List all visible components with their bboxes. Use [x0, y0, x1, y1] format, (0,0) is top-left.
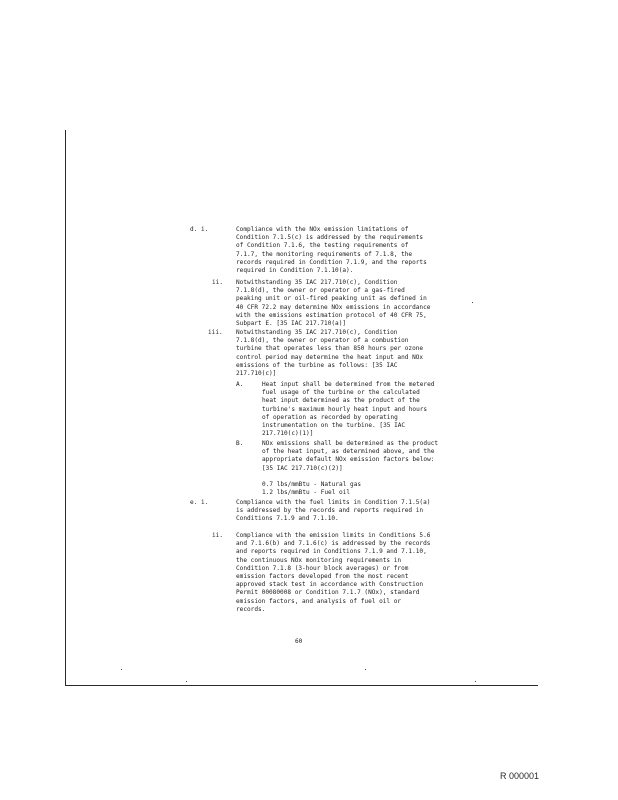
condition-d-ii-text: Notwithstanding 35 IAC 217.710(c), Condition 7.1.8(d), the owner or operator of a gas-fired peaking unit or oil-fired peaking unit as defined in 40 CFR 72.2 may determine NOx emissions in accordance with the emissions estimation protocol of 40 CFR 75, Subpart E. [35 IAC 217.710(a)]: [236, 279, 431, 328]
page-number: 60: [295, 638, 303, 645]
condition-e-ii-text: Compliance with the emission limits in Conditions 5.6 and 7.1.6(b) and 7.1.6(c) is addressed by the records and reports required in Conditions 7.1.9 and 7.1.10, the continuous NOx monitoring requirements in Condition 7.1.8 (3-hour block averages) or from emission factors developed from the most recent approved stack test in accordance with Construction Permit 00080008 or Condition 7.1.7 (NOx), standard emission factors, and analysis of fuel oil or records.: [236, 532, 431, 613]
scan-speck: [121, 669, 122, 670]
scan-speck: [186, 681, 187, 682]
bates-number: R 000001: [500, 771, 540, 781]
item-label-d-iii-B: B.: [236, 440, 244, 447]
condition-d-iii-text: Notwithstanding 35 IAC 217.710(c), Condition 7.1.8(d), the owner or operator of a combustion turbine that operates less than 850 hours per ozone control period may determine the heat input and NOx emissions of the turbine as follows: [35 IAC 217.710(c)]: [236, 329, 424, 378]
condition-e-i-text: Compliance with the fuel limits in Condition 7.1.5(a) is addressed by the records and reports required in Conditions 7.1.9 and 7.1.10.: [236, 499, 431, 523]
item-label-d-ii: ii.: [212, 279, 224, 286]
item-label-d-iii: iii.: [208, 329, 223, 336]
scan-speck: [475, 681, 476, 682]
condition-d-iii-A-text: Heat input shall be determined from the metered fuel usage of the turbine or the calculated heat input determined as the product of the turbine's maximum hourly heat input and hours of operation as recorded by operating instrumentation on the turbine. [35 IAC 217.710(c)(1)]: [262, 381, 435, 438]
scan-speck: [365, 669, 366, 670]
item-label-d-iii-A: A.: [236, 381, 244, 388]
item-label-d-i: d. i.: [190, 226, 209, 233]
condition-d-iii-B-text: NOx emissions shall be determined as the product of the heat input, as determined above, and the appropriate default NOx emission factors below: [35 IAC 217.710(c)(2)] 0.7 lbs/mmBtu - Natural gas 1.2 lbs/mmBtu - Fuel oil: [262, 440, 439, 497]
item-label-e-i: e. i.: [190, 499, 209, 506]
condition-d-i-text: Compliance with the NOx emission limitations of Condition 7.1.5(c) is addressed by the requirements of Condition 7.1.6, the testing requirements of 7.1.7, the monitoring requirements of 7.1.8, the records required in Condition 7.1.9, and the reports required in Condition 7.1.10(a).: [236, 226, 427, 275]
scan-speck: [472, 302, 473, 303]
item-label-e-ii: ii.: [212, 532, 224, 539]
